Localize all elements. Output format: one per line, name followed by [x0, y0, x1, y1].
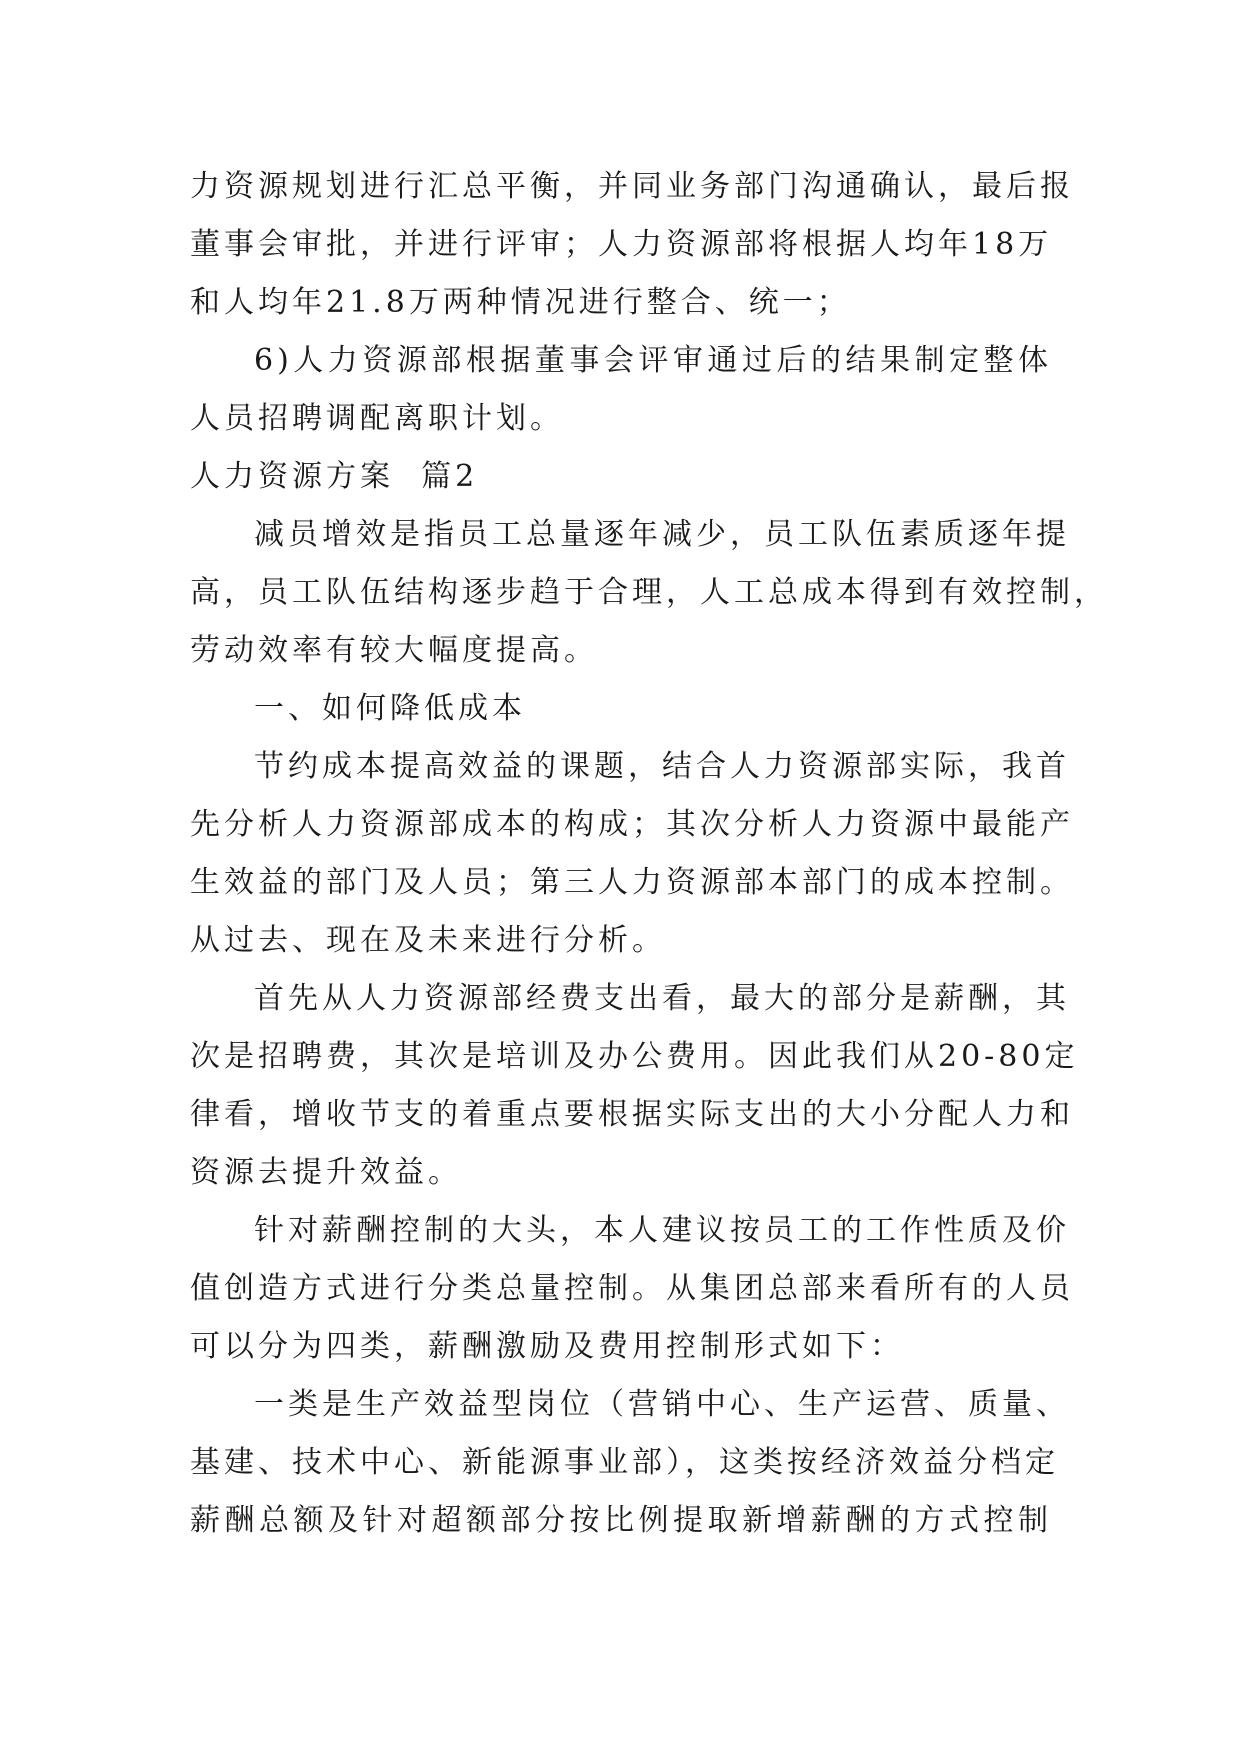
- text-line: 劳动效率有较大幅度提高。: [190, 633, 598, 668]
- text-line: 次是招聘费，其次是培训及办公费用。因此我们从20-80定: [190, 1039, 1079, 1074]
- subheading: 一、如何降低成本: [254, 691, 526, 726]
- text-line: 高，员工队伍结构逐步趋于合理，人工总成本得到有效控制，: [190, 575, 1108, 610]
- text-line: 首先从人力资源部经费支出看，最大的部分是薪酬，其: [254, 981, 1070, 1016]
- text-line: 先分析人力资源部成本的构成；其次分析人力资源中最能产: [190, 807, 1074, 842]
- text-line: 董事会审批，并进行评审；人力资源部将根据人均年18万: [190, 227, 1053, 262]
- text-line: 和人均年21.8万两种情况进行整合、统一；: [190, 285, 851, 320]
- text-line: 资源去提升效益。: [190, 1155, 462, 1190]
- text-line: 针对薪酬控制的大头，本人建议按员工的工作性质及价: [254, 1213, 1070, 1248]
- text-line: 可以分为四类，薪酬激励及费用控制形式如下：: [190, 1329, 904, 1364]
- text-line: 6)人力资源部根据董事会评审通过后的结果制定整体: [254, 343, 1052, 378]
- text-line: 值创造方式进行分类总量控制。从集团总部来看所有的人员: [190, 1271, 1074, 1306]
- text-line: 一类是生产效益型岗位（营销中心、生产运营、质量、: [254, 1387, 1070, 1422]
- text-line: 节约成本提高效益的课题，结合人力资源部实际，我首: [254, 749, 1070, 784]
- text-line: 减员增效是指员工总量逐年减少，员工队伍素质逐年提: [254, 517, 1070, 552]
- text-line: 从过去、现在及未来进行分析。: [190, 923, 666, 958]
- text-line: 力资源规划进行汇总平衡，并同业务部门沟通确认，最后报: [190, 169, 1074, 204]
- section-heading: 人力资源方案 篇2: [190, 459, 479, 494]
- text-line: 律看，增收节支的着重点要根据实际支出的大小分配人力和: [190, 1097, 1074, 1132]
- text-line: 人员招聘调配离职计划。: [190, 401, 564, 436]
- text-line: 生效益的部门及人员；第三人力资源部本部门的成本控制。: [190, 865, 1074, 900]
- text-line: 薪酬总额及针对超额部分按比例提取新增薪酬的方式控制: [190, 1503, 1052, 1538]
- document-body: [190, 158, 1108, 1550]
- text-line: 基建、技术中心、新能源事业部），这类按经济效益分档定: [190, 1445, 1059, 1480]
